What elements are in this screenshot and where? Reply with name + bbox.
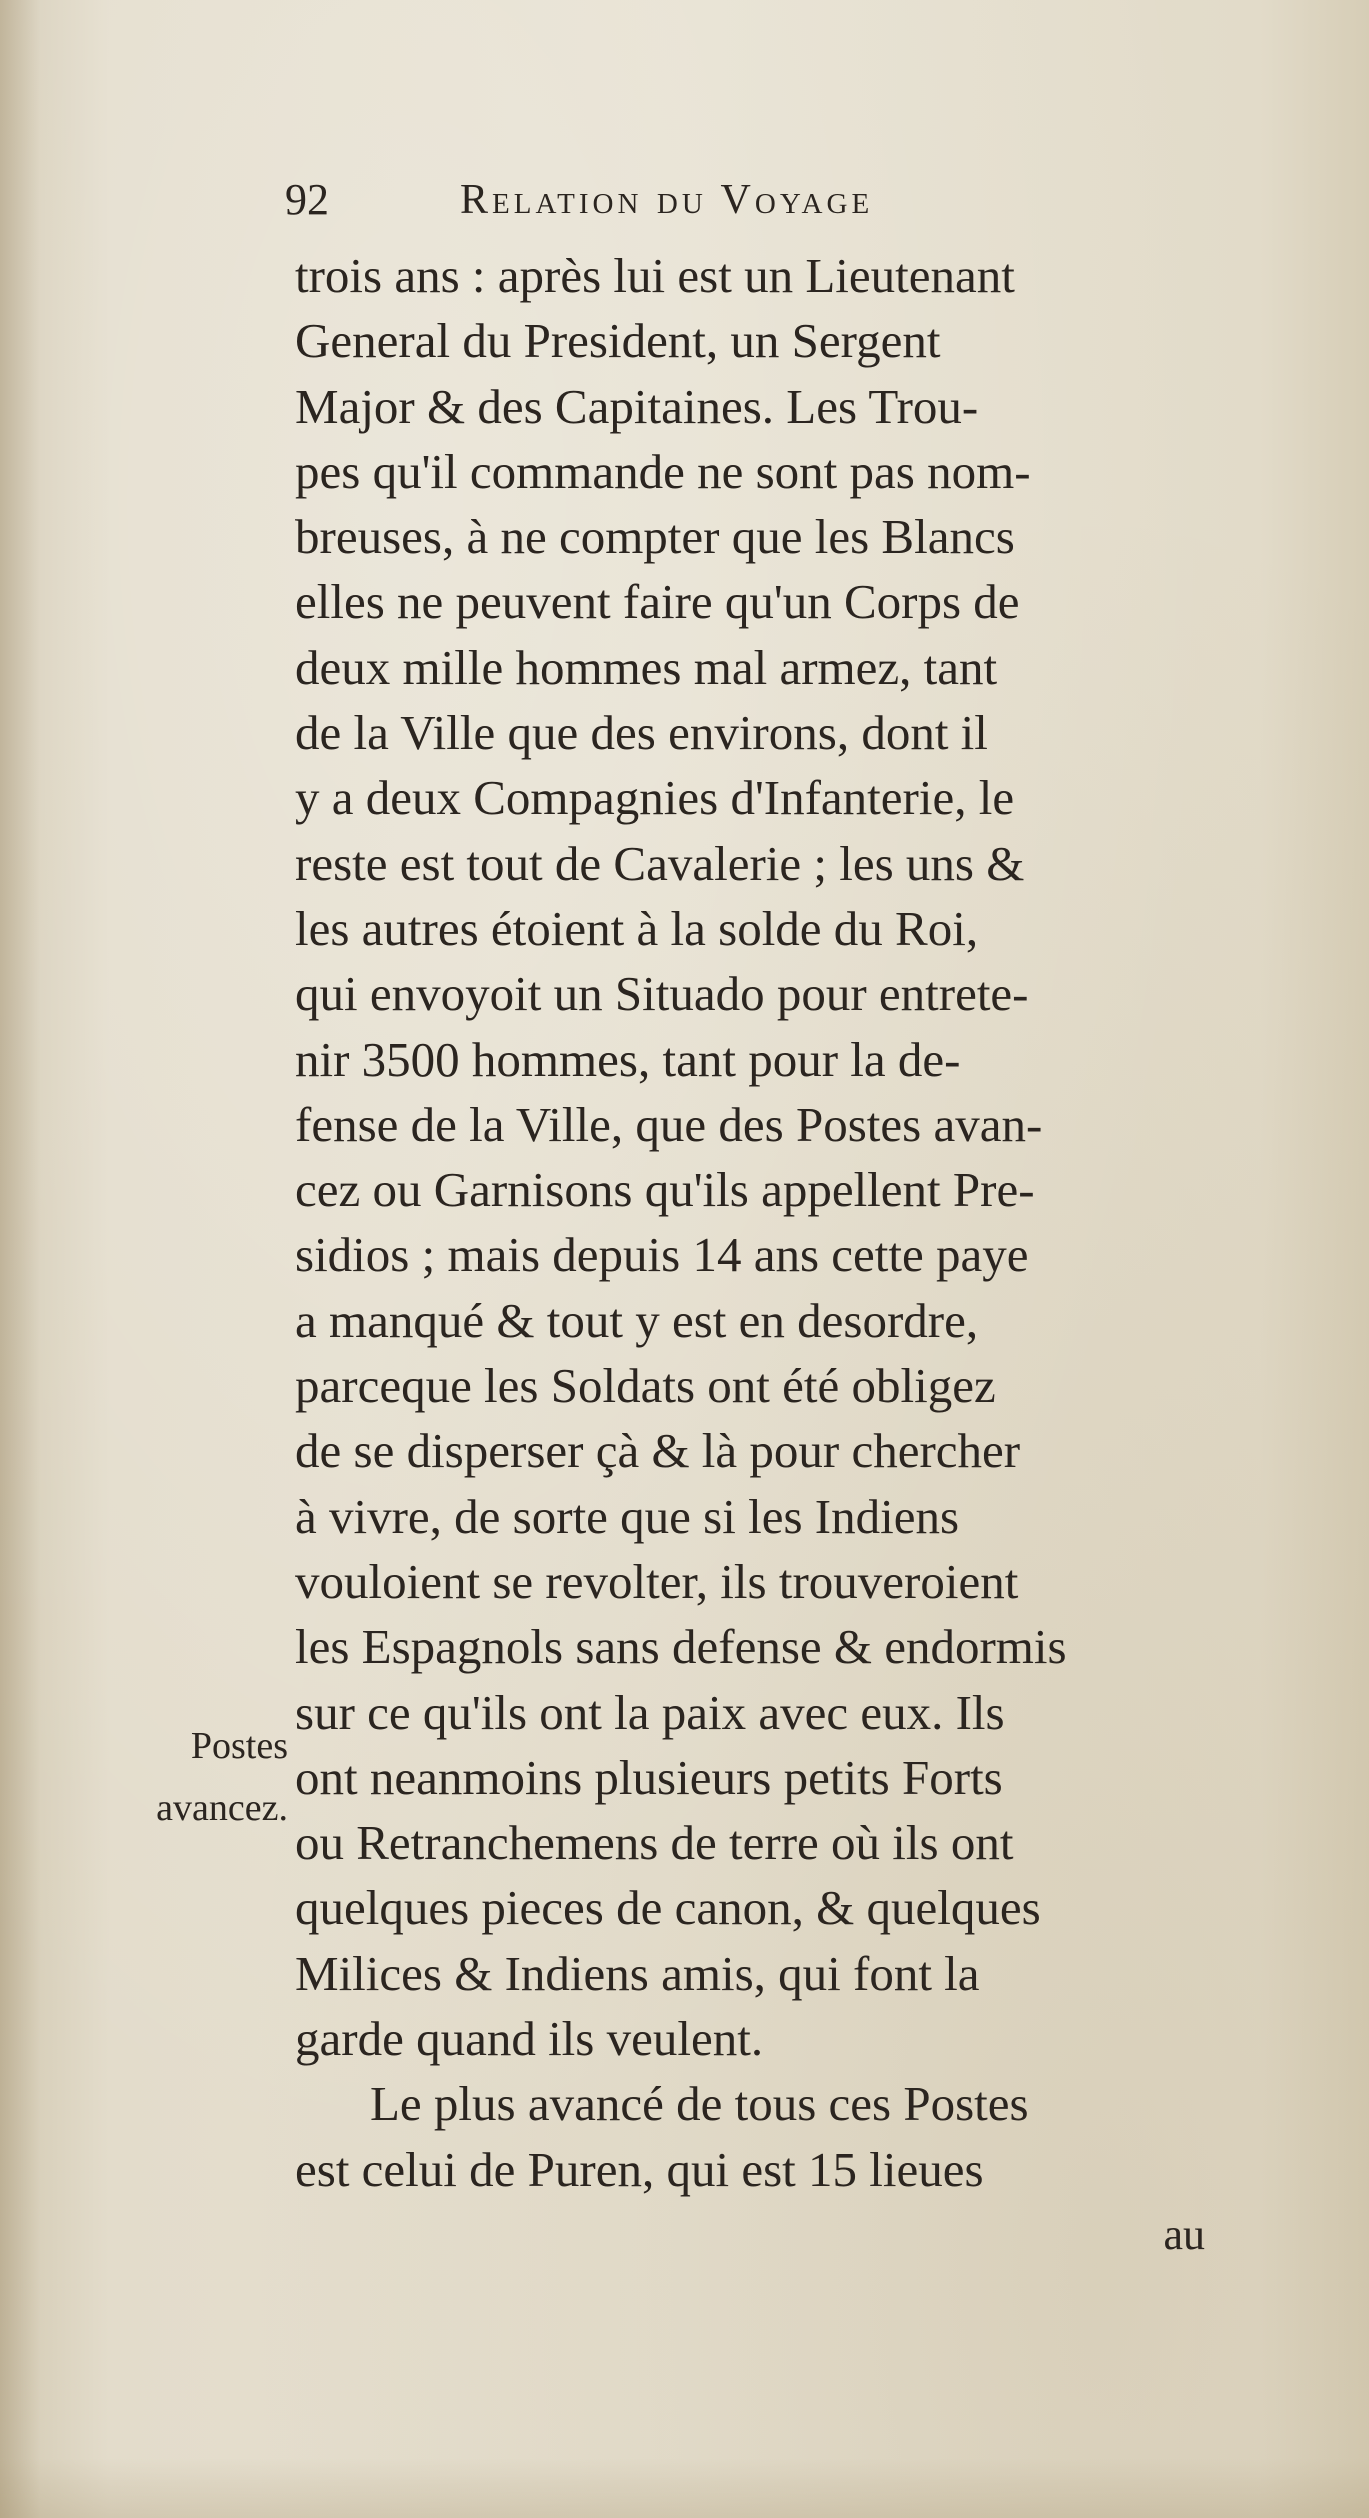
text-line: pes qu'il commande ne sont pas nom- — [295, 443, 1031, 499]
text-line: reste est tout de Cavalerie ; les uns & — [295, 835, 1025, 891]
text-line: les autres étoient à la solde du Roi, — [295, 900, 979, 956]
text-line: à vivre, de sorte que si les Indiens — [295, 1488, 960, 1544]
text-line: elles ne peuvent faire qu'un Corps de — [295, 574, 1020, 630]
text-line: est celui de Puren, qui est 15 lieues — [295, 2141, 984, 2197]
page-number: 92 — [285, 175, 329, 224]
text-line: de se disperser çà & là pour chercher — [295, 1423, 1021, 1479]
text-line: sur ce qu'ils ont la paix avec eux. Ils — [295, 1684, 1005, 1740]
page-shadow-left — [0, 0, 40, 2518]
text-line: deux mille hommes mal armez, tant — [295, 639, 998, 695]
text-line: garde quand ils veulent. — [295, 2011, 764, 2067]
text-line: sidios ; mais depuis 14 ans cette paye — [295, 1227, 1029, 1283]
text-line: quelques pieces de canon, & quelques — [295, 1880, 1041, 1936]
text-line: Milices & Indiens amis, qui font la — [295, 1945, 980, 2001]
text-line: parceque les Soldats ont été obligez — [295, 1358, 996, 1414]
text-line: breuses, à ne compter que les Blancs — [295, 509, 1015, 565]
text-line: les Espagnols sans defense & endormis — [295, 1619, 1067, 1675]
text-line: trois ans : après lui est un Lieutenant — [295, 248, 1015, 303]
text-line-content: Le plus avancé de tous ces Postes — [370, 2076, 1029, 2132]
text-line: General du President, un Sergent — [295, 313, 941, 369]
text-line: a manqué & tout y est en desordre, — [295, 1292, 979, 1348]
text-line: Major & des Capitaines. Les Trou- — [295, 378, 979, 434]
margin-note-line: avancez. — [156, 1787, 288, 1829]
text-line: y a deux Compagnies d'Infanterie, le — [295, 770, 1015, 826]
text-line: vouloient se revolter, ils trouveroient — [295, 1553, 1019, 1609]
text-line: ou Retranchemens de terre où ils ont — [295, 1815, 1014, 1871]
text-line: cez ou Garnisons qu'ils appellent Pre- — [295, 1162, 1035, 1218]
text-line: nir 3500 hommes, tant pour la de- — [295, 1031, 961, 1087]
running-head — [285, 170, 1145, 230]
text-line: qui envoyoit un Situado pour entrete- — [295, 966, 1029, 1022]
catchword: au — [1163, 2209, 1205, 2259]
text-line: de la Ville que des environs, dont il — [295, 705, 988, 761]
margin-note — [98, 1715, 288, 1839]
text-line-indented — [295, 2071, 1265, 2136]
text-line: fense de la Ville, que des Postes avan- — [295, 1096, 1043, 1152]
page-shadow-bottom — [0, 2458, 1369, 2518]
body-text — [295, 243, 1265, 2267]
margin-note-line: Postes — [190, 1725, 288, 1767]
running-title: Relation du Voyage — [460, 177, 874, 223]
text-line: ont neanmoins plusieurs petits Forts — [295, 1749, 1003, 1805]
